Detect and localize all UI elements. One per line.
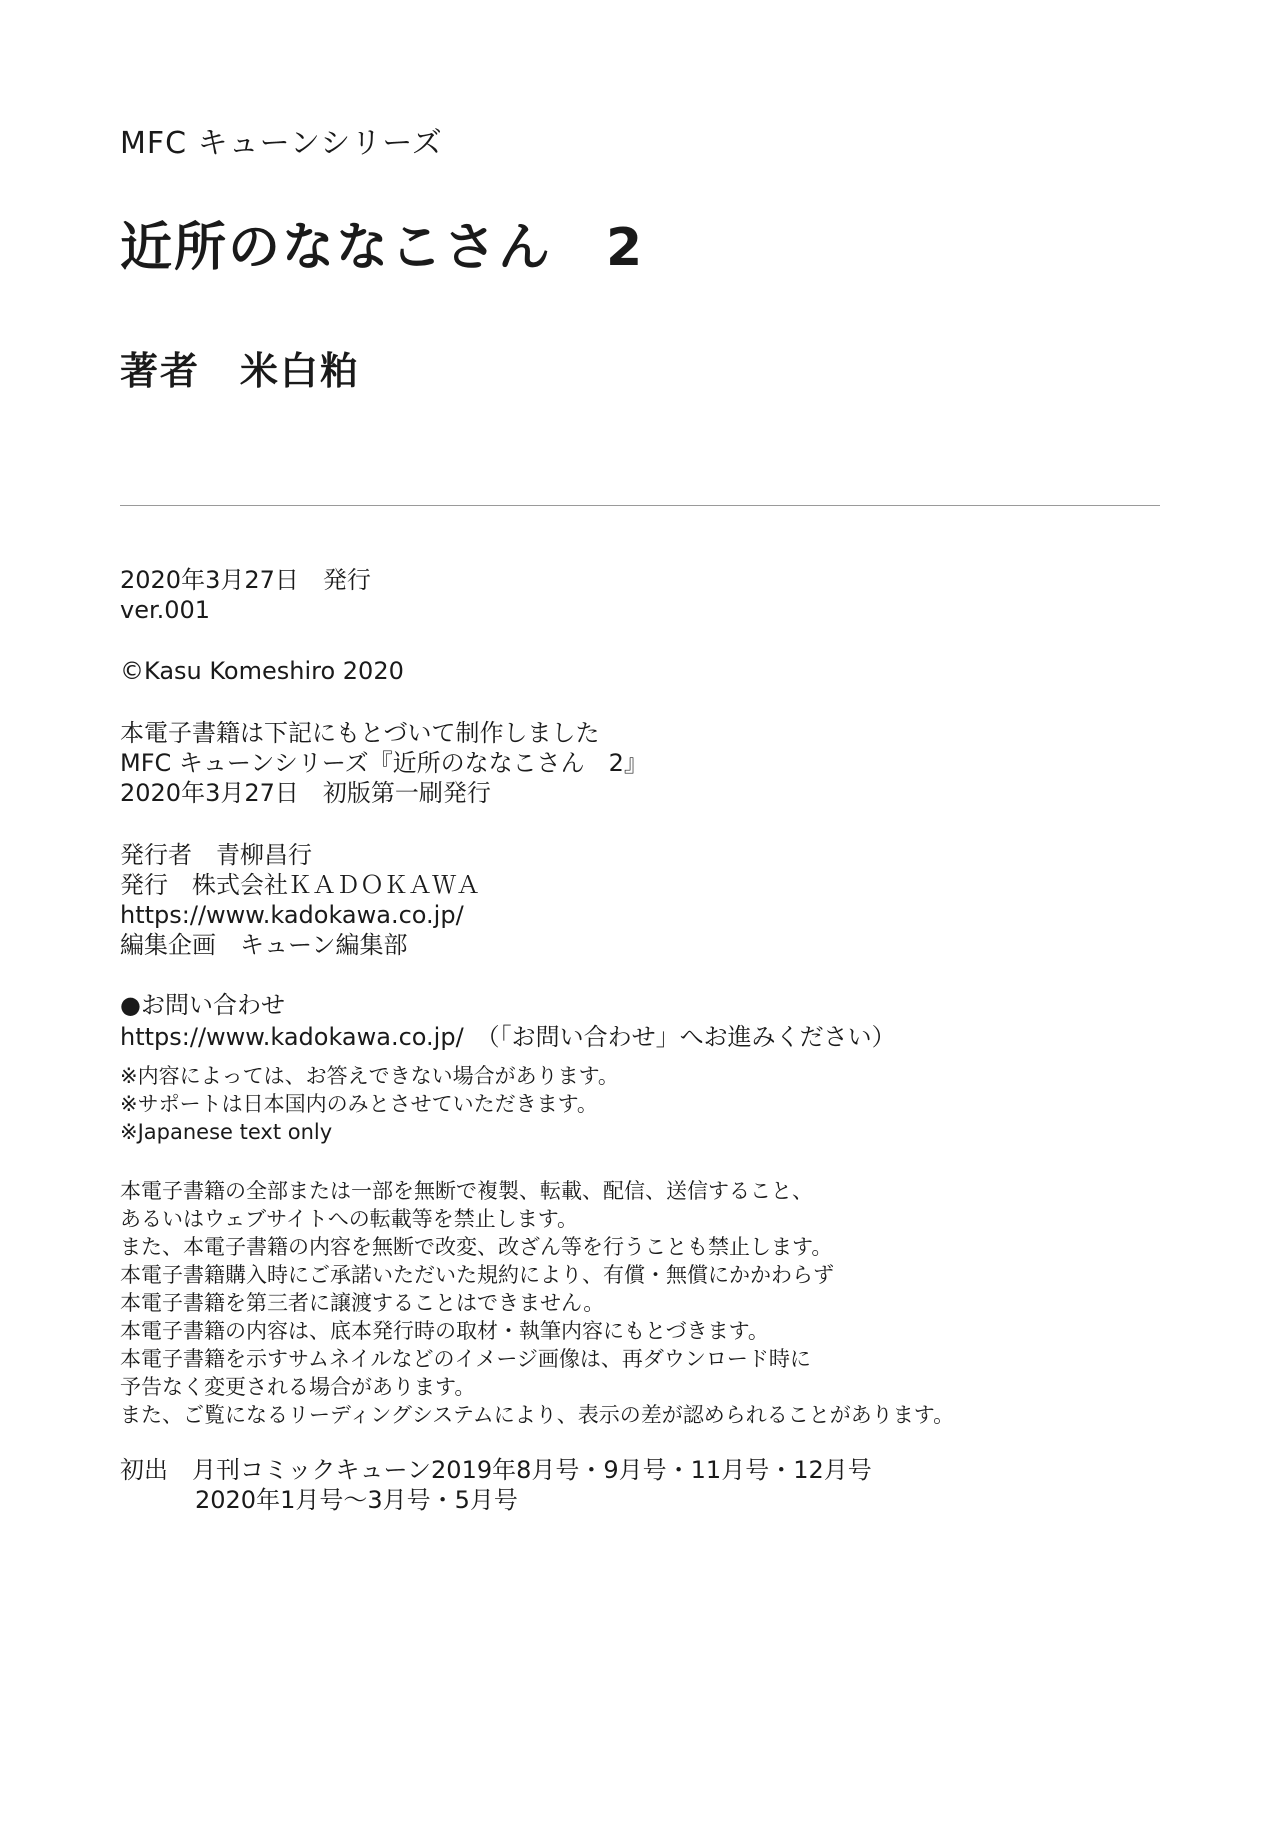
- legal-line: 本電子書籍を示すサムネイルなどのイメージ画像は、再ダウンロード時に: [120, 1347, 811, 1371]
- author-line: 著者 米白粕: [120, 349, 361, 393]
- contact-heading: ●お問い合わせ: [120, 991, 285, 1019]
- legal-line: また、本電子書籍の内容を無断で改変、改ざん等を行うことも禁止します。: [120, 1235, 833, 1259]
- legal-line: 本電子書籍を第三者に譲渡することはできません。: [120, 1291, 605, 1315]
- legal-line: また、ご覧になるリーディングシステムにより、表示の差が認められることがあります。: [120, 1403, 955, 1427]
- source-line-1: 本電子書籍は下記にもとづいて制作しました: [120, 719, 600, 747]
- contact-note-1: ※内容によっては、お答えできない場合があります。: [120, 1064, 619, 1088]
- contact-url-line[interactable]: https://www.kadokawa.co.jp/ （「お問い合わせ」へお進みください）: [120, 1023, 896, 1051]
- legal-line: 本電子書籍の全部または一部を無断で複製、転載、配信、送信すること、: [120, 1179, 813, 1203]
- source-line-3: 2020年3月27日 初版第一刷発行: [120, 779, 491, 807]
- copyright: ©Kasu Komeshiro 2020: [120, 657, 404, 685]
- contact-note-2: ※サポートは日本国内のみとさせていただきます。: [120, 1092, 598, 1116]
- book-title: 近所のななこさん 2: [120, 218, 645, 278]
- publish-date: 2020年3月27日 発行: [120, 566, 371, 594]
- editorial: 編集企画 キューン編集部: [120, 931, 408, 959]
- version: ver.001: [120, 596, 211, 624]
- first-appearance-line-1: 初出 月刊コミックキューン2019年8月号・9月号・11月号・12月号: [120, 1456, 872, 1484]
- publisher: 発行 株式会社ＫＡＤＯＫＡＷＡ: [120, 871, 480, 899]
- divider: [120, 505, 1160, 506]
- legal-line: 本電子書籍購入時にご承諾いただいた規約により、有償・無償にかかわらず: [120, 1263, 834, 1287]
- legal-line: 本電子書籍の内容は、底本発行時の取材・執筆内容にもとづきます。: [120, 1319, 769, 1343]
- issuer: 発行者 青柳昌行: [120, 841, 312, 869]
- series-name: MFC キューンシリーズ: [120, 126, 443, 161]
- source-line-2: MFC キューンシリーズ『近所のななこさん 2』: [120, 749, 648, 777]
- legal-line: 予告なく変更される場合があります。: [120, 1375, 476, 1399]
- publisher-url[interactable]: https://www.kadokawa.co.jp/: [120, 901, 464, 929]
- first-appearance-line-2: 2020年1月号〜3月号・5月号: [195, 1486, 518, 1514]
- contact-note-3: ※Japanese text only: [120, 1120, 333, 1144]
- legal-line: あるいはウェブサイトへの転載等を禁止します。: [120, 1207, 579, 1231]
